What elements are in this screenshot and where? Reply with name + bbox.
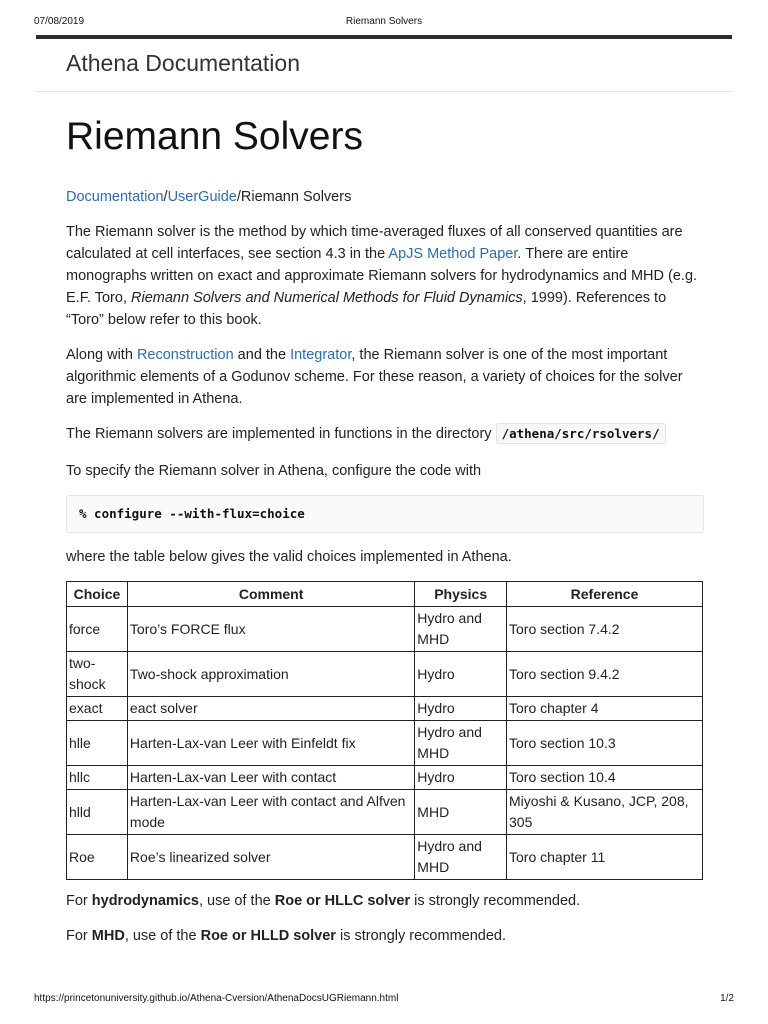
site-title[interactable]: Athena Documentation bbox=[66, 50, 300, 76]
table-cell: Harten-Lax-van Leer with Einfeldt fix bbox=[127, 721, 414, 766]
apjs-method-paper-link[interactable]: ApJS Method Paper bbox=[388, 246, 518, 262]
directory-text: The Riemann solvers are implemented in functions in the directory bbox=[66, 426, 496, 442]
intro-text: , 1999). References to “Toro” below refer to this book. bbox=[66, 290, 667, 328]
print-page-title: Riemann Solvers bbox=[345, 16, 423, 27]
note-bold: Roe or HLLD solver bbox=[200, 928, 336, 944]
breadcrumb-documentation-link[interactable]: Documentation bbox=[66, 189, 164, 205]
table-row bbox=[67, 721, 703, 766]
table-row bbox=[67, 766, 703, 790]
table-cell: exact bbox=[67, 697, 128, 721]
table-cell: Two-shock approximation bbox=[127, 652, 414, 697]
breadcrumb-userguide-link[interactable]: UserGuide bbox=[167, 189, 237, 205]
table-cell: force bbox=[67, 607, 128, 652]
table-cell: Toro chapter 11 bbox=[507, 835, 703, 880]
breadcrumb-separator: / bbox=[236, 189, 241, 205]
table-cell: hlld bbox=[67, 790, 128, 835]
table-row bbox=[67, 652, 703, 697]
print-page-number: 1/2 bbox=[720, 993, 734, 1004]
note-text: For bbox=[66, 928, 92, 944]
table-cell: Toro section 10.4 bbox=[507, 766, 703, 790]
riemann-solver-table bbox=[66, 581, 703, 880]
reconstruction-link[interactable]: Reconstruction bbox=[136, 347, 234, 363]
breadcrumb bbox=[66, 186, 704, 208]
table-cell: Hydro and MHD bbox=[415, 607, 507, 652]
table-cell: Hydro and MHD bbox=[415, 835, 507, 880]
note-text: For bbox=[66, 893, 92, 909]
note-text: is strongly recommended. bbox=[410, 893, 581, 909]
note-bold: Roe or HLLC solver bbox=[274, 893, 411, 909]
table-cell: Hydro and MHD bbox=[415, 721, 507, 766]
context-text: , the Riemann solver is one of the most important algorithmic elements of a Godunov scheme. For these reason, a variety of choices for the solver are implemented in Athena. bbox=[66, 347, 683, 407]
table-cell: Hydro bbox=[415, 697, 507, 721]
integrator-link[interactable]: Integrator bbox=[290, 347, 352, 363]
page-title: Riemann Solvers bbox=[66, 115, 363, 158]
breadcrumb-current: Riemann Solvers bbox=[240, 189, 352, 205]
table-cell: Harten-Lax-van Leer with contact and Alfven mode bbox=[127, 790, 414, 835]
main-content bbox=[66, 112, 704, 960]
table-row bbox=[67, 790, 703, 835]
table-cell: Hydro bbox=[415, 766, 507, 790]
column-header-reference: Reference bbox=[507, 582, 703, 607]
top-bar bbox=[36, 35, 732, 39]
column-header-choice: Choice bbox=[67, 582, 128, 607]
context-text: and the bbox=[233, 347, 291, 363]
table-intro-paragraph: where the table below gives the valid choices implemented in Athena. bbox=[66, 549, 512, 565]
table-cell: eact solver bbox=[127, 697, 414, 721]
table-header-row bbox=[67, 582, 703, 607]
context-text: Along with bbox=[66, 347, 137, 363]
print-url: https://princetonuniversity.github.io/Athena-Cversion/AthenaDocsUGRiemann.html bbox=[34, 993, 399, 1004]
table-cell: Toro section 10.3 bbox=[507, 721, 703, 766]
configure-paragraph: To specify the Riemann solver in Athena, configure the code with bbox=[66, 463, 482, 479]
table-row bbox=[67, 697, 703, 721]
column-header-comment: Comment bbox=[127, 582, 414, 607]
table-cell: Toro chapter 4 bbox=[507, 697, 703, 721]
table-cell: MHD bbox=[415, 790, 507, 835]
hydro-recommendation bbox=[66, 890, 704, 912]
print-header bbox=[34, 16, 734, 30]
table-cell: two-shock bbox=[67, 652, 128, 697]
context-paragraph bbox=[66, 344, 704, 410]
intro-text: . There are entire monographs written on exact and approximate Riemann solvers for hydrodynamics and MHD (e.g. E.F. Toro, bbox=[66, 246, 698, 306]
table-cell: Toro section 7.4.2 bbox=[507, 607, 703, 652]
table-row bbox=[67, 835, 703, 880]
note-text: , use of the bbox=[124, 928, 201, 944]
title-divider bbox=[36, 91, 732, 92]
table-cell: Toro section 9.4.2 bbox=[507, 652, 703, 697]
print-date: 07/08/2019 bbox=[34, 16, 85, 27]
intro-paragraph bbox=[66, 221, 704, 331]
note-text: , use of the bbox=[198, 893, 275, 909]
breadcrumb-separator: / bbox=[163, 189, 168, 205]
table-cell: Roe’s linearized solver bbox=[127, 835, 414, 880]
configure-command-code: % configure --with-flux=choice bbox=[66, 495, 704, 533]
print-footer bbox=[34, 993, 734, 1007]
column-header-physics: Physics bbox=[415, 582, 507, 607]
table-cell: Toro’s FORCE flux bbox=[127, 607, 414, 652]
book-title: Riemann Solvers and Numerical Methods for Fluid Dynamics bbox=[131, 290, 523, 306]
table-cell: hllc bbox=[67, 766, 128, 790]
table-cell: Harten-Lax-van Leer with contact bbox=[127, 766, 414, 790]
note-bold: hydrodynamics bbox=[91, 893, 199, 909]
table-cell: Hydro bbox=[415, 652, 507, 697]
table-row bbox=[67, 607, 703, 652]
directory-paragraph bbox=[66, 423, 704, 445]
note-bold: MHD bbox=[91, 928, 125, 944]
intro-text: The Riemann solver is the method by which time-averaged fluxes of all conserved quantities are calculated at cell interfaces, see section 4.3 in the bbox=[66, 224, 683, 262]
table-cell: Miyoshi & Kusano, JCP, 208, 305 bbox=[507, 790, 703, 835]
mhd-recommendation bbox=[66, 925, 704, 947]
note-text: is strongly recommended. bbox=[335, 928, 506, 944]
table-cell: Roe bbox=[67, 835, 128, 880]
table-cell: hlle bbox=[67, 721, 128, 766]
directory-path-code: /athena/src/rsolvers/ bbox=[496, 423, 666, 444]
